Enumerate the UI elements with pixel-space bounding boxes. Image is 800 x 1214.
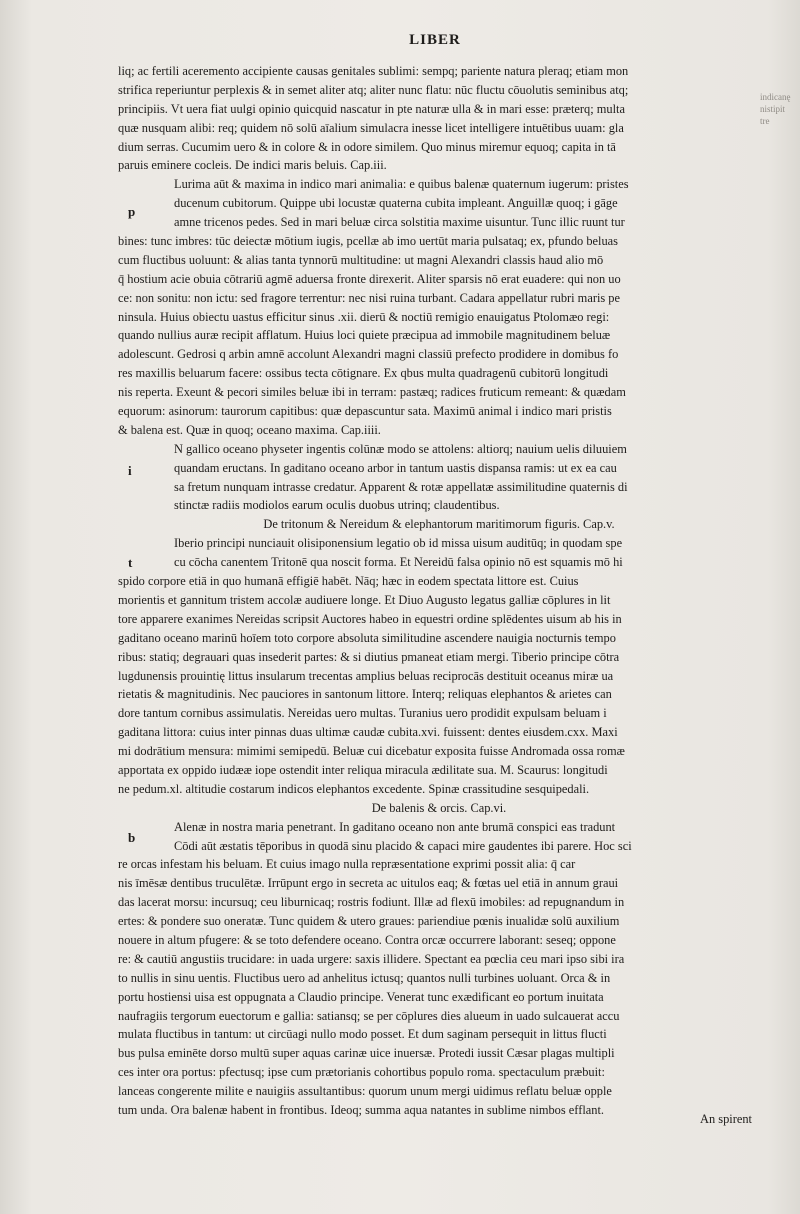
text-line: ninsula. Huius obiectu uastus efficitur sinus .xii. dierū & noctiū remigio enauigatus Ptolomæo regi: [118,309,610,324]
text-line: sa fretum nunquam intrasse credatur. Apparent & rotæ appellatæ assimilitudine quaternis di [174,479,628,494]
text-line: tore apparere exanimes Nereidas scripsit Auctores habeo in equestri ordine splēdentes uisum ab his in [118,611,622,626]
text-line: gaditana littora: cuius inter pinnas duas ultimæ caudæ cubita.xvi. fuissent: dentes eiusdem.cxx. Maxi [118,725,618,740]
text-line: bines: tunc imbres: tūc deiectæ mōtium iugis, pcellæ ab imo uertūt maria pulsataq; ex, pfundo beluas [118,234,618,249]
text-line: nis īmēsæ dentibus truculētæ. Irrūpunt ergo in secreta ac uitulos eaq; & fœtas uel etiā in annum graui [118,876,619,891]
chapter-heading-line: paruis eminere cocleis. De indici maris beluis. Cap.iii. [118,158,387,173]
guide-letter: b [128,830,136,845]
text-line: adolescunt. Gedrosi q arbin amnē accolunt Alexandri magni classiū prefecto prodidere in domibus fo [118,347,619,362]
text-line: cu cōcha canentem Tritonē qua noscit forma. Et Nereidū falsa opinio nō est squamis mō hi [174,555,623,570]
text-line: nouere in altum pfugere: & se toto defendere oceano. Contra orcæ occurrere laborant: seseq; oppone [118,932,616,947]
margin-note: tre [760,116,770,126]
text-line: das lacerat morsu: incursuq; ceu liburnicaq; rostris fodiunt. Illæ ad flexū imobiles: ad repugnandum in [118,895,625,910]
text-line: mulata fluctibus in tantum: ut circūagi nullo modo posset. Et dum saginam persequit in littus flucti [118,1027,607,1042]
text-line: liq; ac fertili aceremento accipiente causas genitales sublimi: sempq; pariente natura pleraq; etiam mon [118,64,629,78]
text-line: dore tantum cornibus assimulatis. Nereidas uero multas. Turanius uero prodidit expulsam beluam i [118,706,607,721]
text-line: res maxillis beluarum facere: ossibus tecta cōtignare. Ex qbus multa quadragenū cubitorū longitudi [118,366,609,381]
text-line: portu hostiensi uisa est oppugnata a Claudio principe. Venerat tunc exædificant eo portum inuitata [118,989,604,1004]
margin-note: nistipit [760,104,786,114]
text-line: quando nullius auræ recipit afflatum. Huius loci quiete præcipua ad immobile magnitudinem beluæ [118,328,611,343]
text-line: N gallico oceano physeter ingentis colūnæ modo se attolens: altiorq; nauium uelis diluuiem [174,441,627,456]
text-line: dium serras. Cucumim uero & in colore & in odore similem. Quo minus miremur equoq; capita in tā [118,139,616,154]
body-text [118,62,760,1120]
text-line: morientis et gannitum tristem accolæ audiuere longe. Et Diuo Augusto legatus galliæ cōplures in lit [118,592,611,607]
text-line: mi dodrātium mensura: mimimi semipedū. Beluæ cui dicebatur exposita fuisse Andromada ossa romæ [118,744,625,759]
catchword: An spirent [700,1112,752,1126]
text-line: to nullis in sinu uentis. Fluctibus uero ad anhelitus ictusq; quantos nulli turbines uoluant. Orca & in [118,970,611,985]
text-line: Cōdi aūt æstatis tēporibus in quodā sinu placido & capaci mire gaudentes ibi parere. Hoc sci [174,838,632,853]
guide-letter: t [128,555,133,570]
text-line: re: & cautiū angustiis trucidare: in uada urgere: saxis illidere. Spectant ea pœclia ceu mari ipso sibi ira [118,951,625,966]
guide-letter: p [128,204,136,219]
text-line: quæ nusquam alibi: req; quidem nō solū aīalium simulacra inesse licet intelligere intuētibus uuam: gla [118,120,624,135]
running-header [0,32,800,49]
text-line: equorum: asinorum: taurorum capitibus: quæ depascuntur sata. Maximū animal i indico mari pristis [118,404,612,419]
text-line: strifica reperiuntur perplexis & in semet aliter atq; aliter nunc flatu: nūc fluctu cōuolutis seminibus atq; [118,82,629,97]
text-line: tum unda. Ora balenæ habent in frontibus. Ideoq; summa aqua natantes in sublime nimbos efflant. [118,1102,604,1117]
text-line: amne tricenos pedes. Sed in mari beluæ circa solstitia maxime uisuntur. Tunc illic ruunt tur [174,215,625,230]
text-line: spido corpore etiā in quo humanā effigiē habēt. Nāq; hæc in eodem spectata littore est. Cuius [118,574,579,589]
text-line: Lurima aūt & maxima in indico mari animalia: e quibus balenæ quaternum iugerum: pristes [174,177,629,192]
text-line: re orcas infestam his beluam. Et cuius imago nulla repræsentatione exprimi possit alia: q̄ car [118,857,576,872]
text-line: ribus: statiq; degrauari quas insederit partes: & si diutius pmaneat etiam mergi. Tiberio principe cōtra [118,649,620,664]
text-line: apportata ex oppido iudææ iope ostendit inter reliqua miracula ædilitate sua. M. Scaurus: longitudi [118,762,608,777]
text-line: lugdunensis prouintię littus insularum trecentas amplius beluas reciprocās destituit oceanus miræ ua [118,668,614,683]
chapter-heading: De tritonum & Nereidum & elephantorum maritimorum figuris. Cap.v. [263,517,615,532]
margin-note: indicanę [760,92,791,102]
text-line: bus pulsa eminēte dorso multū super aquas carinæ uice inuersæ. Protedi iussit Cæsar plagas multipli [118,1046,615,1061]
text-line: q̄ hostium acie obuia cōtrariū agmē aduersa fronte direxerit. Aliter sparsis nō erat euadere: qui non uo [118,271,621,286]
text-line: ces inter ora portus: pfectusq; ipse cum prætorianis cohortibus populo roma. spectaculum præbuit: [118,1065,605,1080]
text-line: ce: non sonitu: non ictu: sed fragore terrentur: nec nisi ruina turbant. Cadara appellatur rubri maris pe [118,290,620,305]
text-line: lanceas congerente milite e nauigiis assultantibus: quorum unum mergi uidimus reflatu beluæ opple [118,1084,612,1099]
text-line: gaditano oceano marinū hoīem toto corpore absoluta similitudine ascendere nauigia nocturnis tempo [118,630,616,645]
text-line: Iberio principi nunciauit olisiponensium legatio ob id missa uisum auditūq; in quodam spe [174,536,623,551]
chapter-heading: De balenis & orcis. Cap.vi. [371,800,507,815]
text-line: ertes: & pondere suo oneratæ. Tunc quidem & utero graues: pariendiue pœnis inualidæ solū auxilium [118,914,620,929]
page-title: LIBER [409,32,461,48]
text-line: rietatis & magnitudinis. Nec pauciores in santonum littore. Interq; reliquas elephantos & arietes can [118,687,612,702]
text-line: ne pedum.xl. altitudie costarum indicos elephantos excedente. Spinæ crassitudine sesquipedali. [118,781,590,796]
chapter-heading-line: & balena est. Quæ in quoq; oceano maxima. Cap.iiii. [118,422,381,437]
guide-letter: i [128,463,132,478]
text-line: Alenæ in nostra maria penetrant. In gaditano oceano non ante brumā conspici eas tradunt [174,819,616,834]
text-line: ducenum cubitorum. Quippe ubi locustæ quaterna cubita impleant. Anguillæ quoq; i gāge [174,196,618,211]
text-line: principiis. Vt uera fiat uulgi opinio quicquid nascatur in pte naturæ ulla & in mari esse: præterq; multa [118,101,625,116]
text-line: stinctæ radiis modiolos earum oculis duobus utrinq; claudentibus. [174,498,500,513]
text-line: cum fluctibus uoluunt: & alias tanta tynnorū multitudine: ut magni Alexandri classis haud alio mō [118,252,604,267]
text-line: nis reperta. Exeunt & pecori similes beluæ ibi in terram: pastæq; radices fruticum remeant: & quædam [118,385,626,400]
text-line: naufragiis tergorum euectorum e gallia: satiansq; se per cōplures dies alueum in uado sulcauerat accu [118,1008,620,1023]
text-line: quandam eructans. In gaditano oceano arbor in tantum uastis dispansa ramis: ut ex ea cau [174,460,617,475]
